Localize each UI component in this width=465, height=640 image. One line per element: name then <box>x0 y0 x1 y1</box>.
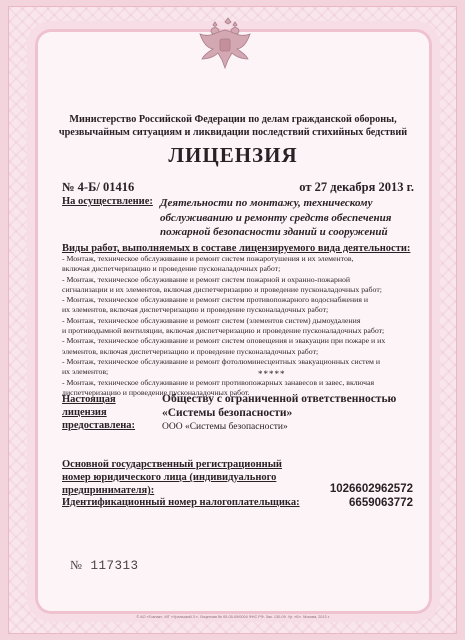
form-serial-number <box>70 558 138 573</box>
ministry-line-2: чрезвычайным ситуациям и ликвидации последствий стихийных бедствий <box>58 127 408 138</box>
holder-name: Обществу с ограниченной ответственностью «Системы безопасности» <box>162 393 397 419</box>
ministry-header <box>40 113 426 139</box>
works-line: - Монтаж, техническое обслуживание и ремонт систем оповещения и эвакуации при пожаре и их <box>62 336 386 346</box>
works-line: их элементов, включая диспетчеризацию и проведение пусконаладочных работ; <box>62 305 329 315</box>
holder-short-name: ООО «Системы безопасности» <box>162 422 288 432</box>
works-line: - Монтаж, техническое обслуживание и ремонт систем противопожарного водоснабжения и <box>62 295 369 305</box>
works-line: - Монтаж, техническое обслуживание и ремонт систем пожарной и охранно-пожарной <box>62 274 351 284</box>
works-line: их элементов; <box>62 367 109 377</box>
works-line: - Монтаж, техническое обслуживание и ремонт систем (элементов систем) дымоудаления <box>62 315 361 325</box>
works-line: - Монтаж, техническое обслуживание и ремонт систем пожаротушения и их элементов, <box>62 254 354 263</box>
ministry-line-1: Министерство Российской Федерации по делам гражданской обороны, <box>69 114 397 125</box>
inn-value: 6659063772 <box>349 497 413 509</box>
serial-prefix: № <box>70 558 83 572</box>
document-title: ЛИЦЕНЗИЯ <box>168 143 298 167</box>
stars-separator: ***** <box>258 369 286 379</box>
ogrn-value: 1026602962572 <box>329 483 413 495</box>
inn-label: Идентификационный номер налогоплательщика: <box>62 497 300 508</box>
works-line: - Монтаж, техническое обслуживание и ремонт противопожарных занавесов и завес, включая <box>62 377 375 387</box>
ogrn-label: Основной государственный регистрационный номер юридического лица (индивидуального предпринимателя): <box>62 459 282 496</box>
works-line: сигнализации и их элементов, включая диспетчеризацию и проведение пусконаладочных работ; <box>62 284 382 294</box>
holder-label: Настоящая лицензия предоставлена: <box>62 394 136 431</box>
serial-number: 117313 <box>90 559 139 573</box>
works-list <box>62 254 418 398</box>
works-line: - Монтаж, техническое обслуживание и ремонт фотолюминесцентных эвакуационных систем и <box>62 356 381 366</box>
works-heading: Виды работ, выполняемых в составе лицензируемого вида деятельности: <box>62 243 411 254</box>
double-headed-eagle-emblem-icon <box>194 12 256 74</box>
works-line: и противодымной вентиляции, включая диспетчеризацию и проведение пусконаладочных работ; <box>62 326 385 336</box>
license-date: от 27 декабря 2013 г. <box>299 180 414 194</box>
activity-description: Деятельности по монтажу, техническому обслуживанию и ремонту средств обеспечения пожарной безопасности зданий и сооружений <box>160 197 392 238</box>
works-line: включая диспетчеризацию и проведение пусконаладочных работ; <box>62 264 281 274</box>
activity-label: На осуществление: <box>62 196 153 207</box>
works-line: диспетчеризацию и проведение пусконаладочных работ. <box>62 387 250 397</box>
works-line: элементов, включая диспетчеризацию и проведение пусконаладочных работ; <box>62 346 319 356</box>
license-number: № 4-Б/ 01416 <box>62 180 135 194</box>
print-footer: © АО «Гознак», МТ «Уральский 3.», Лицензия № 05-05-09/0004 ФНС РФ. Зак. 130-09. Ур. «Б». Москва, 2013 г. <box>136 615 330 619</box>
